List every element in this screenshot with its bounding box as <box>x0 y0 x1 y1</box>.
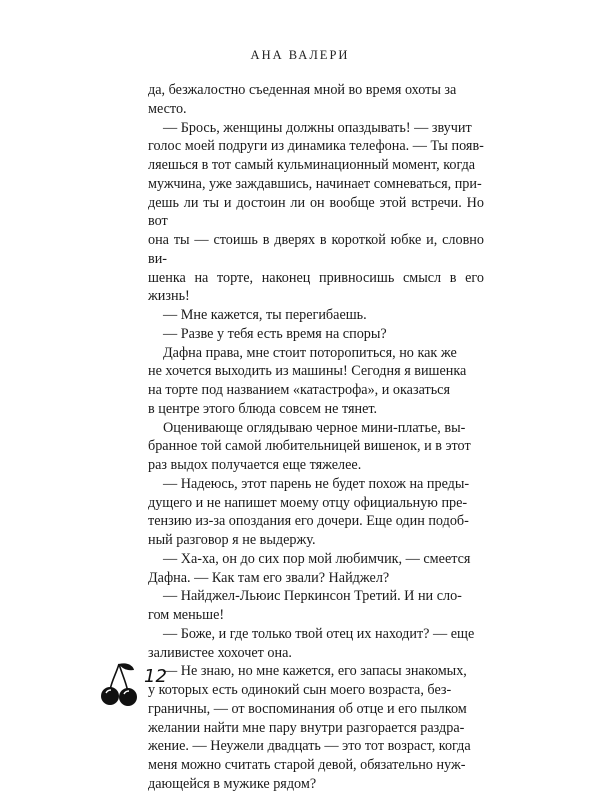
paragraph: — Найджел-Льюис Перкинсон Третий. И ни сло- гом меньше! <box>148 588 462 623</box>
paragraph: — Разве у тебя есть время на споры? <box>163 325 387 342</box>
paragraph: — Ха-ха, он до сих пор мой любимчик, — смеется Дафна. — Как там его звали? Найджел? <box>148 550 471 586</box>
paragraph: — Боже, и где только твой отец их находит? — еще заливистее хохочет она. <box>148 625 475 661</box>
page-footer <box>100 660 220 710</box>
running-header: АНА ВАЛЕРИ <box>250 48 350 62</box>
paragraph: — Брось, женщины должны опаздывать! — звучит голос моей подруги из динамика телефона. — Ты появ- ляешься в тот самый кульминационный момент, когда мужчина, уже заждавшись, начинает сомневаться, при- дешь ли ты и достоин ли он вообще этой встречи. Но вот она ты — стоишь в дверях в короткой юбке и, словно ви- шенка на торте, наконец привносишь смысл в его жизнь! <box>148 119 484 305</box>
paragraph: да, безжалостно съеденная мной во время охоты за место. <box>148 82 457 117</box>
paragraph: — Надеюсь, этот парень не будет похож на преды- дущего и не напишет моему отцу официальную пре- тензию из-за опоздания его дочери. Еще один подоб- ный разговор я не выдержу. <box>148 475 470 548</box>
paragraph: — Мне кажется, ты перегибаешь. <box>163 307 367 323</box>
paragraph: Оценивающе оглядываю черное мини-платье, вы- бранное той самой любительницей вишенок, и в этот раз выдох получается еще тяжелее. <box>148 419 471 473</box>
paragraph: Дафна права, мне стоит поторопиться, но как же не хочется выходить из машины! Сегодня я вишенка на торте под названием «катастрофа», и оказаться в центре этого блюда совсем не тянет. <box>148 344 467 417</box>
paragraph: — Не знаю, но мне кажется, его запасы знакомых, у которых есть одинокий сын моего возраста, без- граничны, — от воспоминания об отце и его пылком желании найти мне пару внутри разгорается раздра- жение. — Неужели двадцать — это тот возраст, когда меня можно считать старой девой, обязательно нуж- дающейся в мужике рядом? <box>148 663 471 792</box>
cherry-icon <box>100 660 142 708</box>
page-number: 12 <box>144 666 167 687</box>
